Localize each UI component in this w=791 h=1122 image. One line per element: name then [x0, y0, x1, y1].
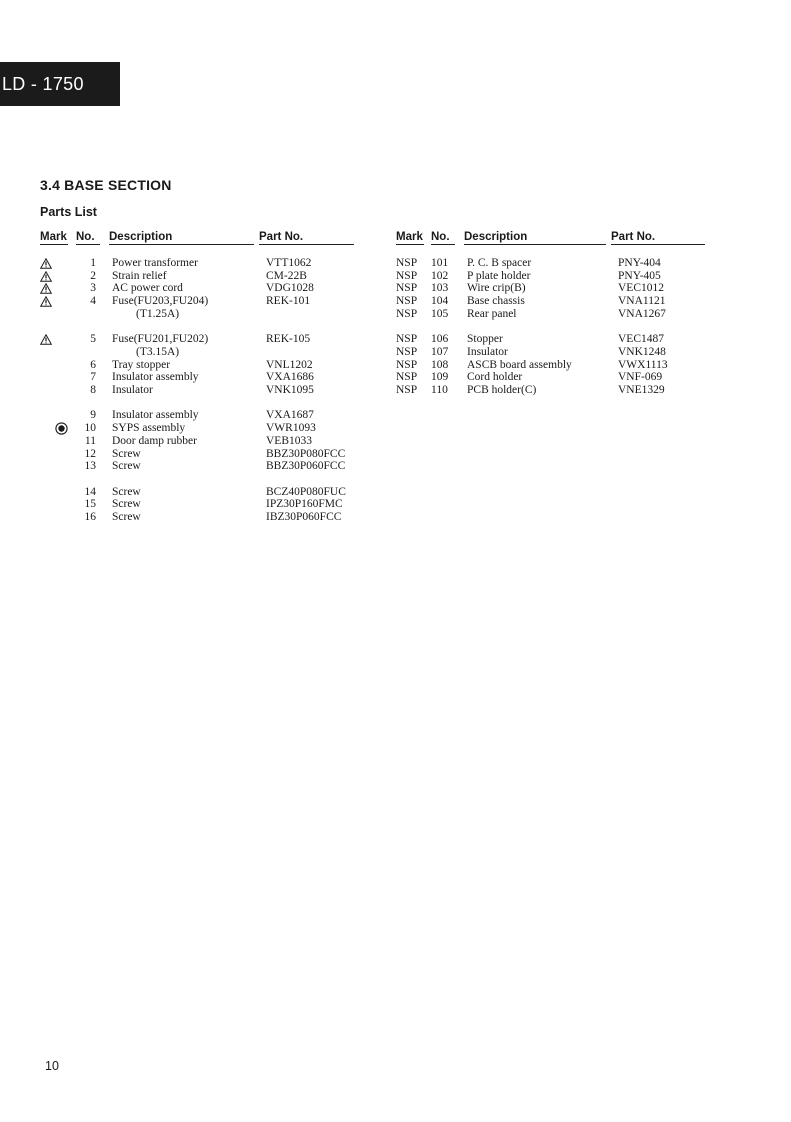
part-number-index: 105 — [431, 308, 449, 320]
part-code: IBZ30P060FCC — [266, 511, 342, 523]
part-number-index: 11 — [84, 435, 96, 447]
warning-icon — [40, 296, 52, 307]
part-mark: NSP — [396, 371, 418, 383]
left-header-part-no: Part No. — [259, 230, 354, 245]
warning-icon — [40, 283, 52, 294]
part-description: Screw — [112, 448, 141, 460]
part-code: VNK1095 — [266, 384, 314, 396]
part-mark: NSP — [396, 308, 418, 320]
part-number-index: 107 — [431, 346, 449, 358]
parts-list-subtitle: Parts List — [40, 205, 97, 219]
warning-icon — [40, 271, 52, 282]
left-header-description: Description — [109, 230, 254, 245]
part-description: Screw — [112, 498, 141, 510]
part-description: SYPS assembly — [112, 422, 186, 434]
part-code: VEC1487 — [618, 333, 664, 345]
part-description: Strain relief — [112, 270, 167, 282]
part-mark: NSP — [396, 346, 418, 358]
part-mark: NSP — [396, 384, 418, 396]
part-description: ASCB board assembly — [467, 359, 572, 371]
part-number-index: 5 — [90, 333, 96, 345]
warning-icon — [40, 334, 52, 345]
part-code: VNK1248 — [618, 346, 666, 358]
part-number-index: 103 — [431, 282, 449, 294]
circle-icon — [55, 422, 68, 435]
part-description: Screw — [112, 486, 141, 498]
part-description: Insulator — [112, 384, 153, 396]
part-description: Base chassis — [467, 295, 525, 307]
right-header-no: No. — [431, 230, 455, 245]
part-description: Insulator — [467, 346, 508, 358]
part-number-index: 101 — [431, 257, 449, 269]
part-description: Insulator assembly — [112, 409, 199, 421]
part-description: Fuse(FU203,FU204) — [112, 295, 209, 307]
part-code: PNY-405 — [618, 270, 661, 282]
part-code: CM-22B — [266, 270, 307, 282]
part-code: IPZ30P160FMC — [266, 498, 343, 510]
part-number-index: 6 — [90, 359, 96, 371]
part-description: Tray stopper — [112, 359, 171, 371]
part-code: VTT1062 — [266, 257, 312, 269]
part-code: BBZ30P060FCC — [266, 460, 346, 472]
part-code: VWX1113 — [618, 359, 668, 371]
part-code: VEB1033 — [266, 435, 312, 447]
part-number-index: 13 — [84, 460, 96, 472]
part-mark: NSP — [396, 333, 418, 345]
part-description: Insulator assembly — [112, 371, 199, 383]
part-code: REK-101 — [266, 295, 311, 307]
part-number-index: 7 — [90, 371, 96, 383]
part-mark: NSP — [396, 257, 418, 269]
part-number-index: 104 — [431, 295, 449, 307]
part-description: Power transformer — [112, 257, 198, 269]
right-header-mark: Mark — [396, 231, 423, 243]
part-mark: NSP — [396, 295, 418, 307]
part-code: VXA1686 — [266, 371, 314, 383]
right-header-description: Description — [464, 230, 606, 245]
part-number-index: 106 — [431, 333, 449, 345]
part-code: VDG1028 — [266, 282, 314, 294]
part-description: Stopper — [467, 333, 503, 345]
part-code: VNL1202 — [266, 359, 313, 371]
part-number-index: 10 — [84, 422, 96, 434]
warning-icon — [40, 258, 52, 269]
model-label: LD - 1750 — [0, 62, 120, 106]
right-header-part-no: Part No. — [611, 230, 705, 245]
part-code: VXA1687 — [266, 409, 314, 421]
part-description: AC power cord — [112, 282, 183, 294]
part-number-index: 14 — [84, 486, 96, 498]
part-description: P plate holder — [467, 270, 531, 282]
part-code: VNA1121 — [618, 295, 666, 307]
part-code: BCZ40P080FUC — [266, 486, 346, 498]
part-description: Fuse(FU201,FU202) — [112, 333, 209, 345]
page-number: 10 — [45, 1059, 59, 1073]
part-code: BBZ30P080FCC — [266, 448, 346, 460]
part-description: Rear panel — [467, 308, 517, 320]
part-code: REK-105 — [266, 333, 311, 345]
part-mark: NSP — [396, 282, 418, 294]
part-number-index: 16 — [84, 511, 96, 523]
part-number-index: 102 — [431, 270, 449, 282]
part-number-index: 4 — [90, 295, 96, 307]
section-title: 3.4 BASE SECTION — [40, 177, 172, 193]
part-mark: NSP — [396, 270, 418, 282]
part-description: Door damp rubber — [112, 435, 197, 447]
part-number-index: 108 — [431, 359, 449, 371]
part-code: VNA1267 — [618, 308, 666, 320]
part-code: PNY-404 — [618, 257, 661, 269]
part-description: Screw — [112, 511, 141, 523]
part-description-note: (T1.25A) — [136, 308, 180, 320]
part-code: VNE1329 — [618, 384, 665, 396]
part-description: Cord holder — [467, 371, 523, 383]
part-number-index: 15 — [84, 498, 96, 510]
part-code: VEC1012 — [618, 282, 664, 294]
part-number-index: 12 — [84, 448, 96, 460]
left-header-mark: Mark — [40, 231, 67, 243]
part-number-index: 2 — [90, 270, 96, 282]
part-description: Wire crip(B) — [467, 282, 526, 294]
left-header-no: No. — [76, 230, 100, 245]
part-number-index: 8 — [90, 384, 96, 396]
part-mark: NSP — [396, 359, 418, 371]
part-number-index: 9 — [90, 409, 96, 421]
part-description: Screw — [112, 460, 141, 472]
part-code: VWR1093 — [266, 422, 316, 434]
part-description: PCB holder(C) — [467, 384, 537, 396]
part-number-index: 109 — [431, 371, 449, 383]
part-number-index: 110 — [431, 384, 448, 396]
part-description-note: (T3.15A) — [136, 346, 180, 358]
part-number-index: 1 — [90, 257, 96, 269]
part-number-index: 3 — [90, 282, 96, 294]
part-description: P. C. B spacer — [467, 257, 532, 269]
part-code: VNF-069 — [618, 371, 663, 383]
